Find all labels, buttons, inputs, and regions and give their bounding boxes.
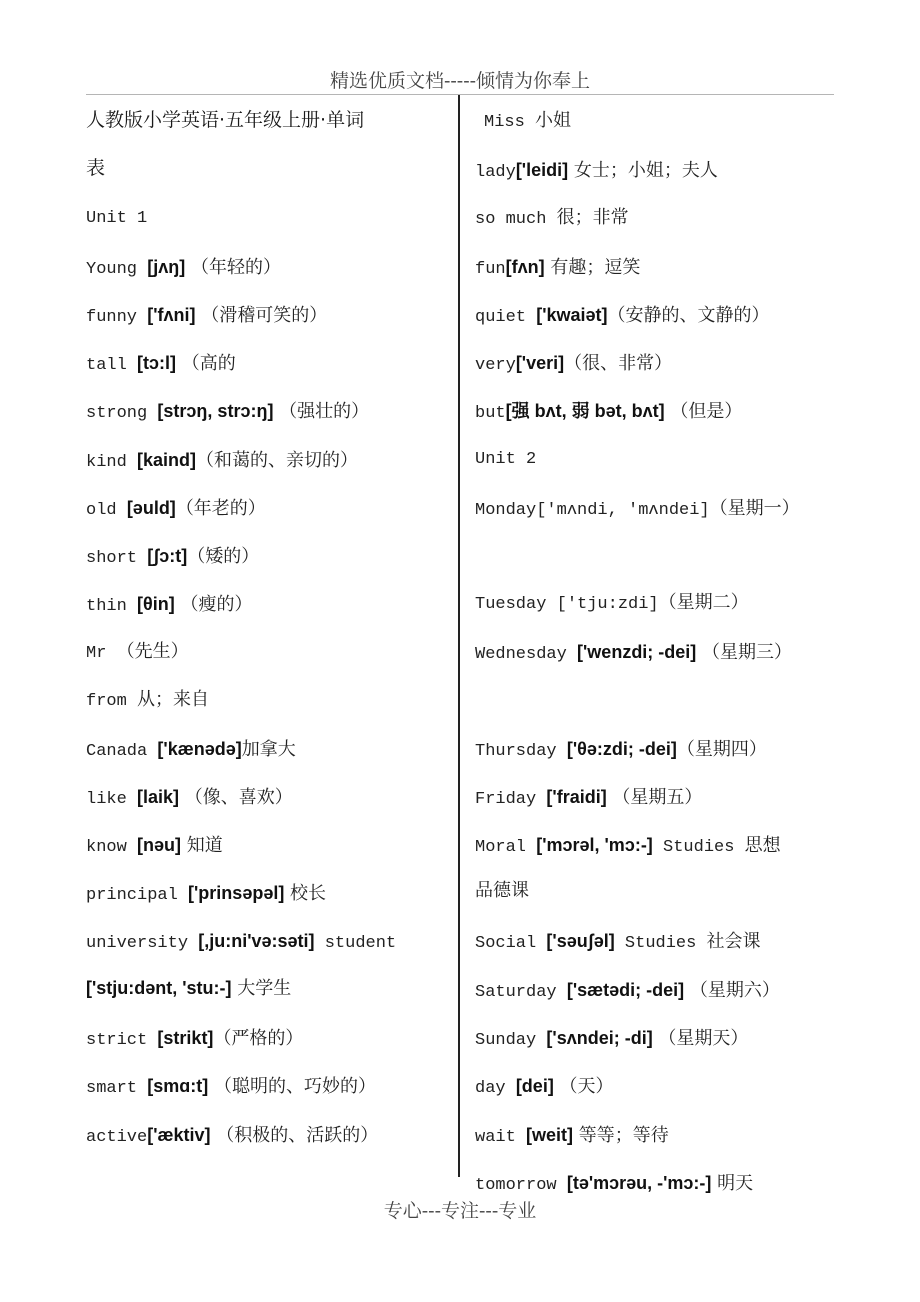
meaning: 加拿大 (241, 739, 296, 760)
meaning: 女士；小姐；夫人 (568, 160, 718, 181)
word: university (86, 934, 199, 953)
vocab-entry (475, 737, 767, 764)
word: from (86, 692, 138, 711)
meaning: （瘦的） (174, 594, 253, 615)
phonetic: [θin] (137, 594, 175, 614)
meaning: 思想 (744, 835, 781, 856)
word: so much (475, 210, 557, 229)
meaning: （天） (553, 1076, 614, 1097)
meaning: 明天 (711, 1173, 754, 1194)
meaning: （年老的） (175, 498, 266, 519)
phonetic: [laik] (137, 787, 180, 807)
word: student (314, 934, 397, 953)
vocab-entry (475, 1074, 614, 1101)
word: Social (475, 934, 547, 953)
phonetic: ['stju:dənt, 'stu:-] (86, 978, 232, 998)
vocab-entry (86, 687, 209, 714)
vocab-entry (86, 448, 358, 475)
word: Wednesday (475, 645, 578, 664)
phonetic: [ʃɔ:t] (147, 546, 188, 566)
unit-heading: Unit 2 (475, 450, 537, 469)
phonetic: [,ju:ni'və:səti] (198, 931, 315, 951)
phonetic: [nəu] (137, 835, 182, 855)
word: quiet (475, 308, 537, 327)
phonetic: ['kwaiət] (536, 305, 608, 325)
phonetic: [dei] (515, 1076, 554, 1096)
word: Young (86, 260, 148, 279)
meaning: 等等；等待 (573, 1125, 669, 1146)
word: Canada (86, 742, 158, 761)
meaning: 社会课 (706, 931, 761, 952)
vocab-entry (475, 785, 702, 812)
vocab-entry (475, 1123, 669, 1150)
phonetic: [强 bʌt, 弱 bət, bʌt] (505, 401, 665, 421)
meaning: （强壮的） (273, 401, 370, 422)
meaning: （安静的、文静的） (607, 305, 770, 326)
word: kind (86, 453, 138, 472)
vocab-entry (475, 590, 749, 617)
vocab-entry (86, 929, 396, 956)
phonetic: [weit] (526, 1125, 574, 1145)
meaning: （星期五） (606, 787, 703, 808)
phonetic: ['sætədi; -dei] (566, 980, 685, 1000)
phonetic: [jʌŋ] (147, 257, 186, 277)
meaning: （星期天） (652, 1028, 749, 1049)
vocab-entry (475, 255, 640, 282)
vocab-entry (475, 879, 529, 903)
word: Monday['mʌndi, 'mʌndei] (475, 501, 710, 520)
vocab-entry (86, 1074, 376, 1101)
vocab-entry (475, 158, 718, 185)
vocab-entry (475, 205, 629, 232)
vocab-entry (86, 351, 236, 378)
column-divider (458, 95, 460, 1177)
page-footer: 专心---专注---专业 (383, 1200, 537, 1222)
vocab-entry (86, 737, 296, 764)
vocab-entry (475, 496, 800, 523)
phonetic: ['wenzdi; -dei] (577, 642, 697, 662)
vocab-entry (475, 399, 742, 426)
vocab-entry (86, 785, 293, 812)
vocab-entry (86, 833, 223, 860)
phonetic: ['sʌndei; -di] (546, 1028, 653, 1048)
meaning: 很；非常 (556, 207, 629, 228)
word: Studies (614, 934, 707, 953)
phonetic: ['leidi] (515, 160, 569, 180)
vocab-entry (86, 399, 369, 426)
vocab-entry (475, 833, 781, 860)
meaning: 有趣；逗笑 (544, 257, 641, 278)
vocab-entry (475, 303, 770, 330)
word: old (86, 501, 127, 520)
phonetic: ['θə:zdi; -dei] (566, 739, 677, 759)
phonetic: [strɔŋ, strɔ:ŋ] (157, 401, 274, 421)
vocab-entry (86, 976, 291, 1003)
vocab-entry (475, 929, 761, 956)
meaning: （星期四） (676, 739, 767, 760)
vocab-entry (475, 978, 780, 1005)
word: fun (475, 260, 506, 279)
meaning: （矮的） (187, 546, 260, 567)
meaning: （滑稽可笑的） (195, 305, 328, 326)
meaning: 品德课 (475, 880, 529, 901)
vocab-entry (86, 881, 326, 908)
vocab-entry (86, 496, 266, 523)
word: Saturday (475, 983, 567, 1002)
word: principal (86, 886, 189, 905)
meaning: （高的 (176, 353, 236, 374)
meaning: （很、非常） (564, 353, 673, 374)
meaning: 小姐 (535, 110, 572, 131)
word: Tuesday ['tju:zdi] (475, 595, 659, 614)
phonetic: [tə'mɔrəu, -'mɔ:-] (566, 1173, 712, 1193)
vocab-entry (86, 1026, 303, 1053)
word: Sunday (475, 1031, 547, 1050)
meaning: （像、喜欢） (179, 787, 293, 808)
phonetic: ['mɔrəl, 'mɔ:-] (536, 835, 653, 855)
phonetic: ['fraidi] (546, 787, 607, 807)
vocab-entry (86, 544, 259, 571)
word: Thursday (475, 742, 567, 761)
word: Miss (484, 113, 536, 132)
phonetic: ['fʌni] (147, 305, 196, 325)
vocab-entry (475, 351, 672, 378)
word: Mr (86, 644, 117, 663)
meaning: （积极的、活跃的） (210, 1125, 379, 1146)
phonetic: [strikt] (157, 1028, 214, 1048)
word: lady (475, 163, 516, 182)
meaning: （星期六） (684, 980, 780, 1001)
phonetic: ['veri] (515, 353, 565, 373)
phonetic: ['æktiv] (147, 1125, 211, 1145)
meaning: （星期三） (696, 642, 793, 663)
word: active (86, 1128, 148, 1147)
meaning: （聪明的、巧妙的） (208, 1076, 376, 1097)
word: wait (475, 1128, 527, 1147)
meaning: 从；来自 (137, 689, 210, 710)
page-header: 精选优质文档-----倾情为你奉上 (329, 70, 591, 92)
vocab-entry (86, 303, 327, 330)
word: tomorrow (475, 1176, 567, 1195)
meaning: 知道 (181, 835, 223, 856)
unit-heading: Unit 1 (86, 209, 148, 228)
word: know (86, 838, 138, 857)
word: Studies (652, 838, 745, 857)
vocab-entry (484, 108, 571, 135)
phonetic: ['səuʃəl] (546, 931, 615, 951)
meaning: 校长 (284, 883, 327, 904)
vocab-entry (475, 1026, 748, 1053)
word: strict (86, 1031, 158, 1050)
document-title-cont: 表 (86, 157, 106, 179)
vocab-entry (86, 592, 252, 619)
vocab-entry (475, 1171, 753, 1198)
word: very (475, 356, 516, 375)
meaning: （严格的） (213, 1028, 304, 1049)
word: strong (86, 404, 158, 423)
phonetic: ['kænədə] (157, 739, 242, 759)
vocab-entry (86, 639, 189, 666)
document-title: 人教版小学英语·五年级上册·单词 (86, 109, 365, 131)
word: tall (86, 356, 138, 375)
word: thin (86, 597, 138, 616)
vocab-entry (475, 640, 792, 667)
meaning: （但是） (664, 401, 743, 422)
phonetic: [əuld] (126, 498, 176, 518)
meaning: （星期一） (709, 498, 800, 519)
phonetic: [fʌn] (505, 257, 545, 277)
word: Moral (475, 838, 537, 857)
phonetic: [tɔ:l] (137, 353, 177, 373)
phonetic: [smɑ:t] (147, 1076, 209, 1096)
word: but (475, 404, 506, 423)
word: Friday (475, 790, 547, 809)
word: like (86, 790, 138, 809)
phonetic: [kaind] (137, 450, 197, 470)
word: short (86, 549, 148, 568)
header-rule (86, 94, 834, 95)
word: funny (86, 308, 148, 327)
vocab-entry (86, 1123, 378, 1150)
phonetic: ['prinsəpəl] (188, 883, 285, 903)
vocab-entry (86, 255, 281, 282)
meaning: （星期二） (658, 592, 749, 613)
meaning: 大学生 (231, 978, 292, 999)
meaning: （年轻的） (185, 257, 281, 278)
meaning: （和蔼的、亲切的） (196, 450, 359, 471)
meaning: （先生） (116, 641, 189, 662)
word: day (475, 1079, 516, 1098)
word: smart (86, 1079, 148, 1098)
